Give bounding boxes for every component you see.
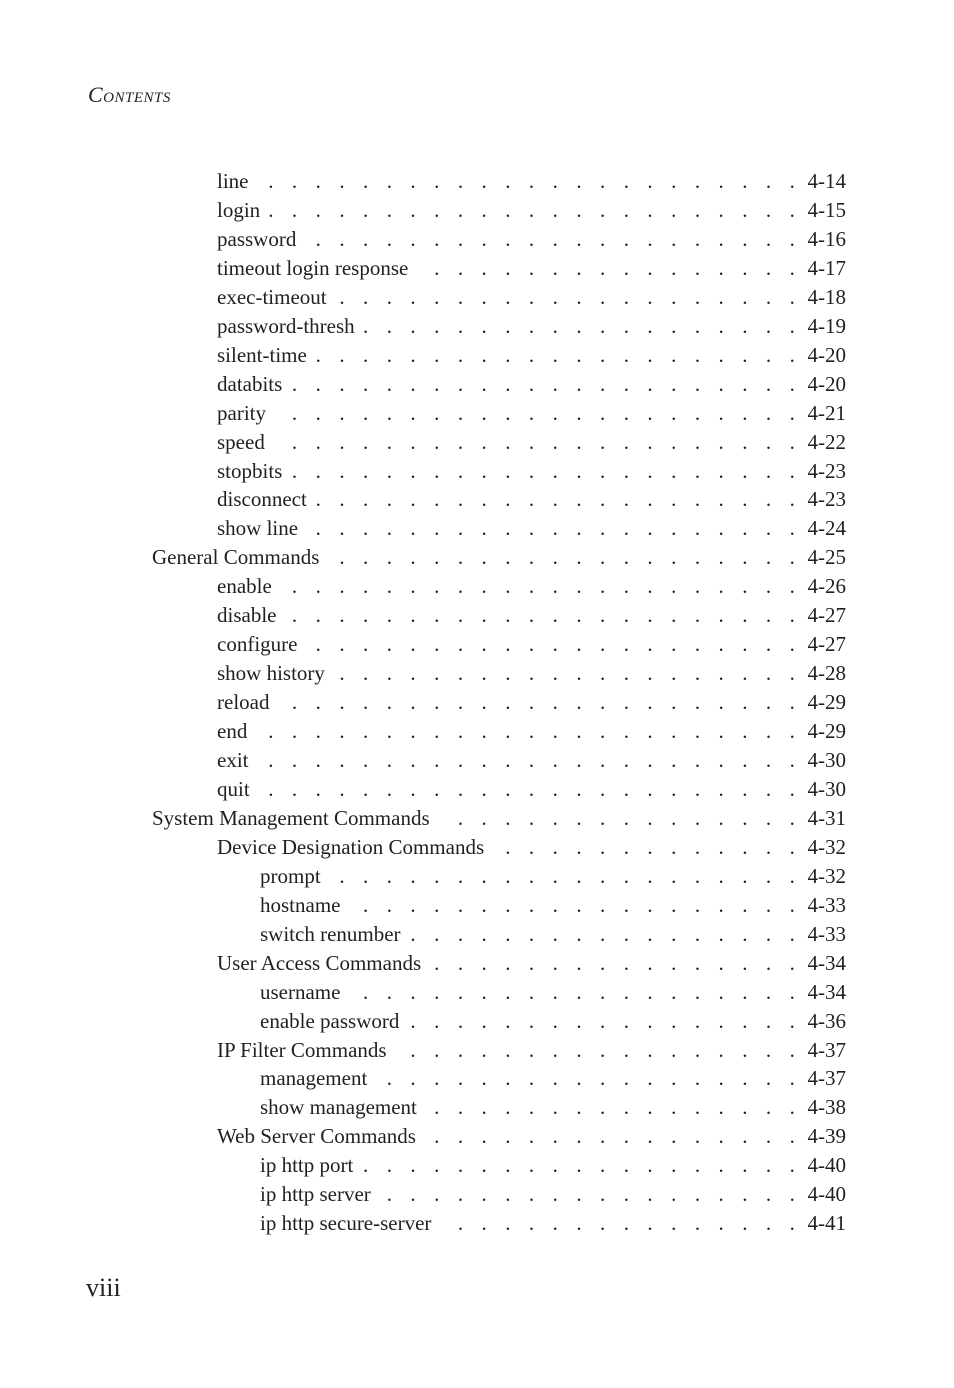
toc-entry-title: configure [217, 630, 305, 658]
toc-entry-page: 4-38 [802, 1093, 847, 1121]
dot-leader [348, 891, 801, 919]
toc-entry-title: speed [217, 428, 273, 456]
toc-entry[interactable] [217, 341, 846, 369]
toc-entry[interactable] [260, 1064, 846, 1092]
toc-entry[interactable] [217, 167, 846, 195]
toc-entry[interactable] [152, 543, 846, 571]
toc-entry[interactable] [217, 370, 846, 398]
toc-entry-page: 4-34 [802, 949, 847, 977]
dot-leader [429, 949, 801, 977]
toc-entry-page: 4-40 [802, 1180, 847, 1208]
toc-entry-page: 4-26 [802, 572, 847, 600]
dot-leader [284, 601, 801, 629]
toc-entry-page: 4-32 [802, 862, 847, 890]
dot-leader [277, 688, 801, 716]
toc-entry[interactable] [260, 1209, 846, 1237]
dot-leader [255, 717, 801, 745]
toc-entry-page: 4-21 [802, 399, 847, 427]
toc-entry-title: exec-timeout [217, 283, 335, 311]
toc-entry-page: 4-24 [802, 514, 847, 542]
toc-entry-page: 4-29 [802, 717, 847, 745]
dot-leader [395, 1036, 802, 1064]
dot-leader [438, 804, 802, 832]
toc-entry-title: User Access Commands [217, 949, 429, 977]
toc-entry-page: 4-37 [802, 1036, 847, 1064]
toc-entry-title: silent-time [217, 341, 315, 369]
toc-entry[interactable] [217, 688, 846, 716]
dot-leader [305, 630, 801, 658]
toc-entry[interactable] [217, 949, 846, 977]
toc-entry[interactable] [217, 659, 846, 687]
toc-entry[interactable] [217, 514, 846, 542]
toc-entry[interactable] [217, 485, 846, 513]
toc-entry[interactable] [217, 428, 846, 456]
dot-leader [327, 543, 801, 571]
toc-entry-title: parity [217, 399, 274, 427]
toc-entry-page: 4-20 [802, 341, 847, 369]
toc-entry[interactable] [217, 457, 846, 485]
toc-entry-page: 4-27 [802, 630, 847, 658]
toc-entry-page: 4-34 [802, 978, 847, 1006]
toc-entry[interactable] [217, 283, 846, 311]
toc-entry-title: enable [217, 572, 280, 600]
toc-entry-title: Device Designation Commands [217, 833, 492, 861]
toc-entry-title: enable password [260, 1007, 407, 1035]
page-number: viii [86, 1273, 121, 1302]
dot-leader [290, 370, 801, 398]
toc-entry-title: ip http secure-server [260, 1209, 439, 1237]
dot-leader [315, 485, 802, 513]
toc-entry[interactable] [217, 630, 846, 658]
toc-entry-title: username [260, 978, 348, 1006]
toc-entry[interactable] [260, 1151, 846, 1179]
toc-entry[interactable] [217, 601, 846, 629]
toc-entry-page: 4-30 [802, 746, 847, 774]
dot-leader [280, 572, 802, 600]
toc-entry-page: 4-23 [802, 485, 847, 513]
toc-entry[interactable] [260, 978, 846, 1006]
toc-entry-page: 4-14 [802, 167, 847, 195]
dot-leader [424, 1122, 802, 1150]
toc-entry-page: 4-20 [802, 370, 847, 398]
toc-entry[interactable] [260, 1093, 846, 1121]
dot-leader [439, 1209, 801, 1237]
toc-entry-title: show management [260, 1093, 425, 1121]
dot-leader [329, 862, 802, 890]
dot-leader [274, 399, 802, 427]
toc-entry-title: exit [217, 746, 257, 774]
toc-entry-page: 4-29 [802, 688, 847, 716]
toc-entry[interactable] [217, 572, 846, 600]
toc-entry-title: IP Filter Commands [217, 1036, 395, 1064]
toc-entry[interactable] [217, 1122, 846, 1150]
dot-leader [379, 1180, 802, 1208]
toc-entry[interactable] [217, 196, 846, 224]
toc-entry[interactable] [217, 775, 846, 803]
toc-entry-page: 4-16 [802, 225, 847, 253]
dot-leader [335, 283, 802, 311]
toc-entry[interactable] [260, 862, 846, 890]
toc-entry-title: management [260, 1064, 375, 1092]
toc-entry-title: show line [217, 514, 306, 542]
toc-entry-title: line [217, 167, 257, 195]
dot-leader [333, 659, 802, 687]
toc-entry[interactable] [260, 1180, 846, 1208]
toc-entry-title: ip http server [260, 1180, 379, 1208]
toc-entry-page: 4-30 [802, 775, 847, 803]
toc-entry-title: end [217, 717, 255, 745]
toc-entry-page: 4-32 [802, 833, 847, 861]
toc-entry-page: 4-22 [802, 428, 847, 456]
dot-leader [257, 167, 802, 195]
dot-leader [273, 428, 802, 456]
dot-leader [416, 254, 801, 282]
toc-entry-page: 4-18 [802, 283, 847, 311]
dot-leader [306, 514, 801, 542]
toc-entry-page: 4-15 [802, 196, 847, 224]
toc-entry-title: Web Server Commands [217, 1122, 424, 1150]
running-header: Contents [88, 82, 171, 107]
dot-leader [257, 746, 802, 774]
dot-leader [290, 457, 801, 485]
toc-entry-page: 4-33 [802, 891, 847, 919]
toc-entry-title: switch renumber [260, 920, 409, 948]
toc-entry-page: 4-41 [802, 1209, 847, 1237]
dot-leader [304, 225, 801, 253]
toc-entry-page: 4-40 [802, 1151, 847, 1179]
toc-entry-title: password [217, 225, 304, 253]
toc-entry-title: stopbits [217, 457, 290, 485]
toc-entry-title: ip http port [260, 1151, 361, 1179]
toc-entry[interactable] [217, 746, 846, 774]
dot-leader [315, 341, 802, 369]
toc-entry[interactable] [217, 833, 846, 861]
toc-entry-page: 4-33 [802, 920, 847, 948]
dot-leader [492, 833, 801, 861]
toc-entry-page: 4-25 [802, 543, 847, 571]
toc-entry[interactable] [260, 1007, 846, 1035]
toc-entry-title: reload [217, 688, 277, 716]
toc-entry-page: 4-31 [802, 804, 847, 832]
toc-entry[interactable] [152, 804, 846, 832]
dot-leader [258, 775, 802, 803]
toc-entry-page: 4-39 [802, 1122, 847, 1150]
dot-leader [268, 196, 801, 224]
dot-leader [375, 1064, 801, 1092]
toc-entry-page: 4-28 [802, 659, 847, 687]
toc-entry[interactable] [217, 225, 846, 253]
dot-leader [363, 312, 802, 340]
dot-leader [425, 1093, 802, 1121]
toc-entry-title: databits [217, 370, 290, 398]
dot-leader [361, 1151, 801, 1179]
toc-entry-title: General Commands [152, 543, 327, 571]
toc-entry-title: password-thresh [217, 312, 363, 340]
dot-leader [348, 978, 801, 1006]
toc-entry-page: 4-37 [802, 1064, 847, 1092]
toc-entry[interactable] [217, 254, 846, 282]
toc-entry-page: 4-19 [802, 312, 847, 340]
toc-entry-page: 4-27 [802, 601, 847, 629]
toc-entry-page: 4-36 [802, 1007, 847, 1035]
toc-entry[interactable] [217, 717, 846, 745]
toc-entry-title: show history [217, 659, 333, 687]
toc-entry[interactable] [217, 312, 846, 340]
toc-entry-title: disable [217, 601, 284, 629]
toc-entry-title: prompt [260, 862, 329, 890]
toc-entry[interactable] [260, 920, 846, 948]
toc-entry[interactable] [260, 891, 846, 919]
dot-leader [407, 1007, 801, 1035]
toc-entry-title: System Management Commands [152, 804, 438, 832]
toc-entry-page: 4-23 [802, 457, 847, 485]
toc-entry-page: 4-17 [802, 254, 847, 282]
toc-entry-title: hostname [260, 891, 348, 919]
toc-entry[interactable] [217, 399, 846, 427]
dot-leader [409, 920, 802, 948]
toc-entry-title: timeout login response [217, 254, 416, 282]
toc-entry[interactable] [217, 1036, 846, 1064]
toc-entry-title: quit [217, 775, 258, 803]
toc-entry-title: disconnect [217, 485, 315, 513]
toc-entry-title: login [217, 196, 268, 224]
